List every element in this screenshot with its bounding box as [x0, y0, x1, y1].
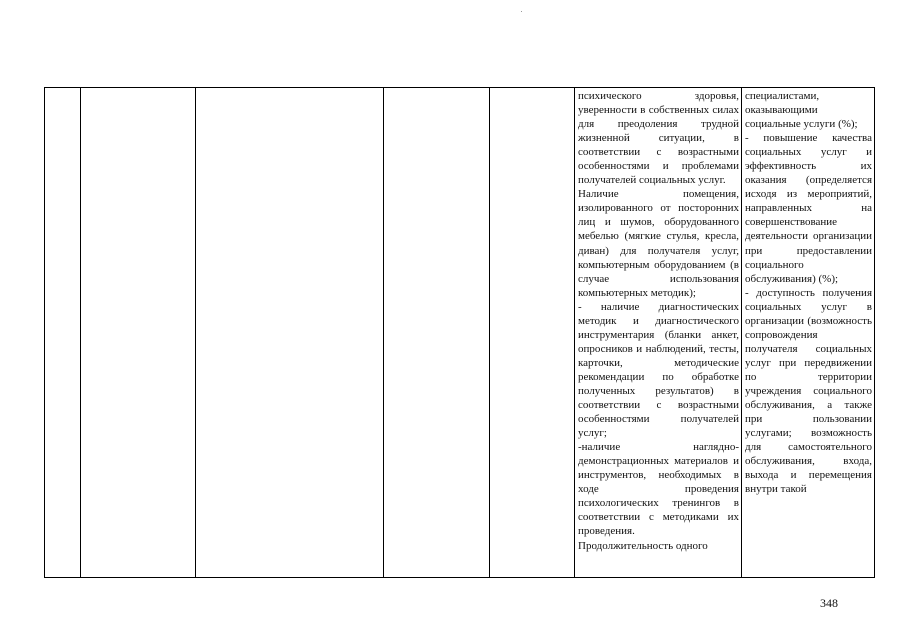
indicators-paragraph: специалистами, оказывающими социальные услуги (%);: [745, 90, 858, 131]
conditions-paragraph: психического здоровья, уверенности в собственных силах для преодоления трудной жизненной ситуации, в соответствии с возрастными особенностями и проблемами получателей социальных услуг.: [578, 90, 739, 187]
page-number: 348: [820, 596, 838, 610]
conditions-paragraph: Наличие помещения, изолированного от посторонних лиц и шумов, оборудованного мебелью (мягкие стулья, кресла, диван) для получателя услуг, компьютерным оборудованием (в случае использования компьютерных методик);: [578, 188, 739, 299]
indicators-paragraph: - повышение качества социальных услуг и эффективность их оказания (определяется исходя из мероприятий, направленных на совершенствование деятельности организации при предоставлении социального обслуживания) (%);: [745, 132, 872, 285]
conditions-text: [575, 88, 741, 577]
table-cell-term: [384, 88, 490, 578]
conditions-paragraph: -наличие наглядно-демонстрационных материалов и инструментов, необходимых в ходе проведения психологических тренингов в соответствии с методиками их проведения.: [578, 441, 739, 538]
conditions-paragraph: - наличие диагностических методик и диагностического инструментария (бланки анкет, опросников и наблюдений, тесты, карточки, методические рекомендации по обработке полученных результатов) в соответствии с возрастными особенностями получателей услуг;: [578, 300, 739, 440]
table-cell-description: [196, 88, 384, 578]
table-cell-tariff: [490, 88, 575, 578]
table-cell-indicators: [742, 88, 875, 578]
table-cell-number: [45, 88, 81, 578]
table-cell-service-name: [81, 88, 196, 578]
scan-artifact-dot: [521, 11, 522, 12]
conditions-paragraph: Продолжительность одного: [578, 539, 708, 552]
indicators-paragraph: - доступность получения социальных услуг в организации (возможность сопровождения получателя социальных услуг при передвижении по территории учреждения социального обслуживания, а также при пользовании услугами; возможность для самостоятельного обслуживания, входа, выхода и перемещения внутри такой: [745, 286, 872, 496]
services-table: [44, 87, 875, 578]
table-cell-conditions: [575, 88, 742, 578]
indicators-text: [742, 88, 874, 577]
table-row: [45, 88, 875, 578]
